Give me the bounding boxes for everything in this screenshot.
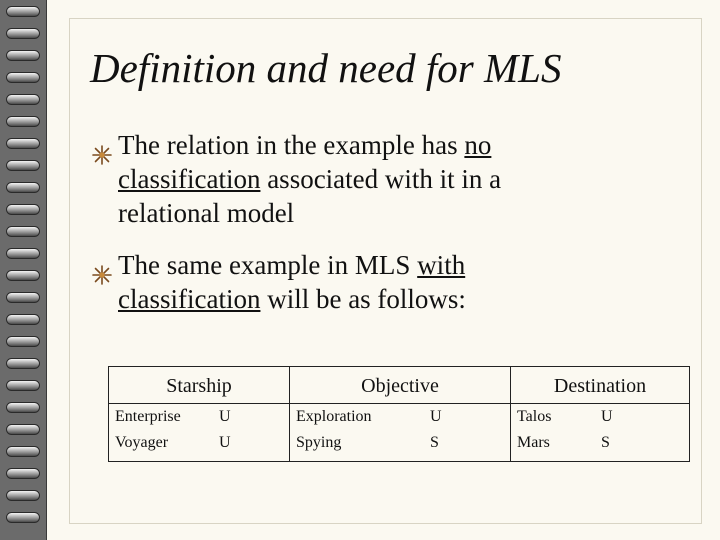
- bullet-list: [92, 128, 592, 316]
- cell-value: Spying: [296, 434, 342, 451]
- spiral-ring-icon: [6, 248, 40, 259]
- table-row: [511, 404, 689, 430]
- table-row: [511, 430, 689, 456]
- spiral-binding: [0, 0, 46, 540]
- cell-value: Enterprise: [115, 408, 181, 425]
- cell-value: Mars: [517, 434, 550, 451]
- spiral-ring-icon: [6, 424, 40, 435]
- cell-classification: S: [601, 434, 610, 451]
- spiral-ring-icon: [6, 336, 40, 347]
- spiral-ring-icon: [6, 292, 40, 303]
- bullet-text: The relation in the example has: [118, 130, 465, 160]
- column-header: Objective: [290, 367, 510, 404]
- cell-classification: U: [219, 434, 231, 451]
- spiral-ring-icon: [6, 314, 40, 325]
- cell-value: Talos: [517, 408, 552, 425]
- table-column: [109, 367, 289, 461]
- spiral-ring-icon: [6, 160, 40, 171]
- bullet-text: associated with it in a relational model: [118, 164, 502, 228]
- spiral-ring-icon: [6, 380, 40, 391]
- spiral-ring-icon: [6, 446, 40, 457]
- bullet-text: will be as follows:: [260, 284, 466, 314]
- spiral-ring-icon: [6, 138, 40, 149]
- mls-table: [108, 366, 690, 462]
- underlined-text: no: [464, 130, 492, 160]
- spiral-ring-icon: [6, 402, 40, 413]
- bullet-text: The same example in MLS: [118, 250, 418, 280]
- table-row: [109, 430, 289, 456]
- column-header: Destination: [511, 367, 689, 404]
- cell-classification: U: [430, 408, 442, 425]
- spiral-ring-icon: [6, 50, 40, 61]
- cell-value: Exploration: [296, 408, 372, 425]
- spiral-ring-icon: [6, 72, 40, 83]
- table-row: [109, 404, 289, 430]
- underlined-text: classification: [118, 164, 261, 194]
- table-column: [510, 367, 689, 461]
- table-row: [290, 404, 510, 430]
- spiral-ring-icon: [6, 28, 40, 39]
- spiral-ring-icon: [6, 226, 40, 237]
- spiral-ring-icon: [6, 270, 40, 281]
- spiral-ring-icon: [6, 204, 40, 215]
- spiral-ring-icon: [6, 94, 40, 105]
- spiral-ring-icon: [6, 6, 40, 17]
- cell-classification: U: [601, 408, 613, 425]
- spiral-ring-icon: [6, 512, 40, 523]
- spiral-ring-icon: [6, 490, 40, 501]
- spiral-ring-icon: [6, 116, 40, 127]
- bullet-item: [92, 248, 592, 316]
- table-column: [289, 367, 510, 461]
- cell-classification: S: [430, 434, 439, 451]
- spiral-ring-icon: [6, 182, 40, 193]
- slide-title: Definition and need for MLS: [90, 45, 562, 91]
- underlined-text: classification: [118, 284, 261, 314]
- cell-value: Voyager: [115, 434, 169, 451]
- column-header: Starship: [109, 367, 289, 404]
- table-row: [290, 430, 510, 456]
- star-burst-icon: [92, 139, 112, 159]
- star-burst-icon: [92, 259, 112, 279]
- bullet-item: [92, 128, 592, 230]
- spiral-ring-icon: [6, 358, 40, 369]
- underlined-text: with: [417, 250, 466, 280]
- cell-classification: U: [219, 408, 231, 425]
- spiral-ring-icon: [6, 468, 40, 479]
